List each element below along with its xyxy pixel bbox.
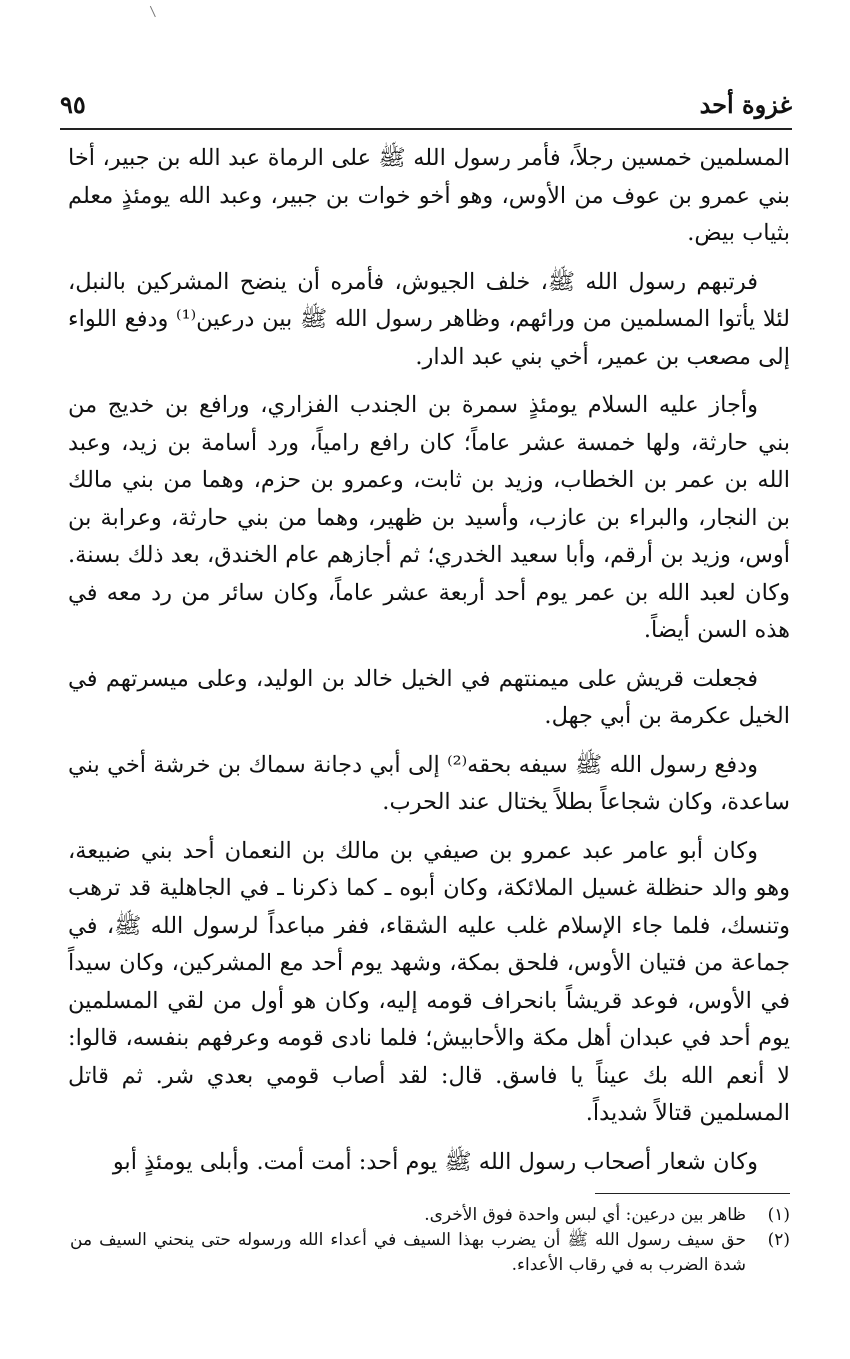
paragraph: المسلمين خمسين رجلاً، فأمر رسول الله ﷺ على الرماة عبد الله بن جبير، أخا بني عمرو بن عوف من الأوس، وهو أخو خوات بن جبير، وعبد الله يومئذٍ معلم بثياب بيض. — [68, 145, 790, 246]
paragraph: وكان أبو عامر عبد عمرو بن صيفي بن مالك بن النعمان أحد بني ضبيعة، وهو والد حنظلة غسيل الملائكة، وكان أبوه ـ كما ذكرنا ـ في الجاهلية قد ترهب وتنسك، فلما جاء الإسلام غلب عليه الشقاء، ففر مباعداً لرسول الله ﷺ، في جماعة من فتيان الأوس، فلحق بمكة، وشهد يوم أحد مع المشركين، وكان سيداً في الأوس، فوعد قريشاً بانحراف قومه إليه، وكان هو أول من لقي المسلمين يوم أحد في عبدان أهل مكة والأحابيش؛ فلما نادى قومه وعرفهم بنفسه، قالوا: لا أنعم الله بك عيناً يا فاسق. قال: لقد أصاب قومي بعدي شر. ثم قاتل المسلمين قتالاً شديداً. — [68, 837, 790, 1126]
footnote-number: (١) — [767, 1205, 790, 1225]
footnote-number: (٢) — [767, 1230, 790, 1250]
paragraph: فجعلت قريش على ميمنتهم في الخيل خالد بن الوليد، وعلى ميسرتهم في الخيل عكرمة بن أبي جهل. — [68, 665, 790, 729]
running-title: غزوة أحد — [699, 90, 792, 119]
page-number: ٩٥ — [60, 90, 86, 119]
footnotes — [70, 1203, 790, 1278]
footnote — [70, 1203, 790, 1228]
footnote-text: حق سيف رسول الله ﷺ أن يضرب بهذا السيف في أعداء الله ورسوله حتى ينحني السيف من شدة الضرب به في رقاب الأعداء. — [70, 1230, 746, 1275]
paragraph: وكان شعار أصحاب رسول الله ﷺ يوم أحد: أمت أمت. وأبلى يومئذٍ أبو — [112, 1148, 758, 1175]
paragraph: ودفع رسول الله ﷺ سيفه بحقه⁽²⁾ إلى أبي دجانة سماك بن خرشة أخي بني ساعدة، وكان شجاعاً بطلاً يختال عند الحرب. — [68, 751, 790, 815]
page-header — [60, 88, 792, 130]
paragraph: وأجاز عليه السلام يومئذٍ سمرة بن الجندب الفزاري، ورافع بن خديج من بني حارثة، ولها خمسة عشر عاماً؛ كان رافع رامياً، ورد أسامة بن زيد، وعبد الله بن عمر بن الخطاب، وزيد بن ثابت، وعمرو بن حزم، وهما من بني مالك بن النجار، والبراء بن عازب، وأسيد بن ظهير، وهما من بني حارثة، وعرابة بن أوس، وزيد بن أرقم، وأبا سعيد الخدري؛ ثم أجازهم عام الخندق، بعد ذلك بسنة. وكان لعبد الله بن عمر يوم أحد أربعة عشر عاماً، وكان سائر من رد معه في هذه السن أيضاً. — [68, 392, 790, 643]
body-text — [68, 140, 790, 1192]
footnote — [70, 1228, 790, 1278]
footnote-text: ظاهر بين درعين: أي لبس واحدة فوق الأخرى. — [424, 1205, 746, 1225]
paragraph: فرتبهم رسول الله ﷺ، خلف الجيوش، فأمره أن ينضح المشركين بالنبل، لئلا يأتوا المسلمين من ورائهم، وظاهر رسول الله ﷺ بين درعين⁽¹⁾ ودفع اللواء إلى مصعب بن عمير، أخي بني عبد الدار. — [68, 268, 790, 370]
footnote-divider — [595, 1193, 790, 1194]
scan-mark — [150, 3, 162, 17]
